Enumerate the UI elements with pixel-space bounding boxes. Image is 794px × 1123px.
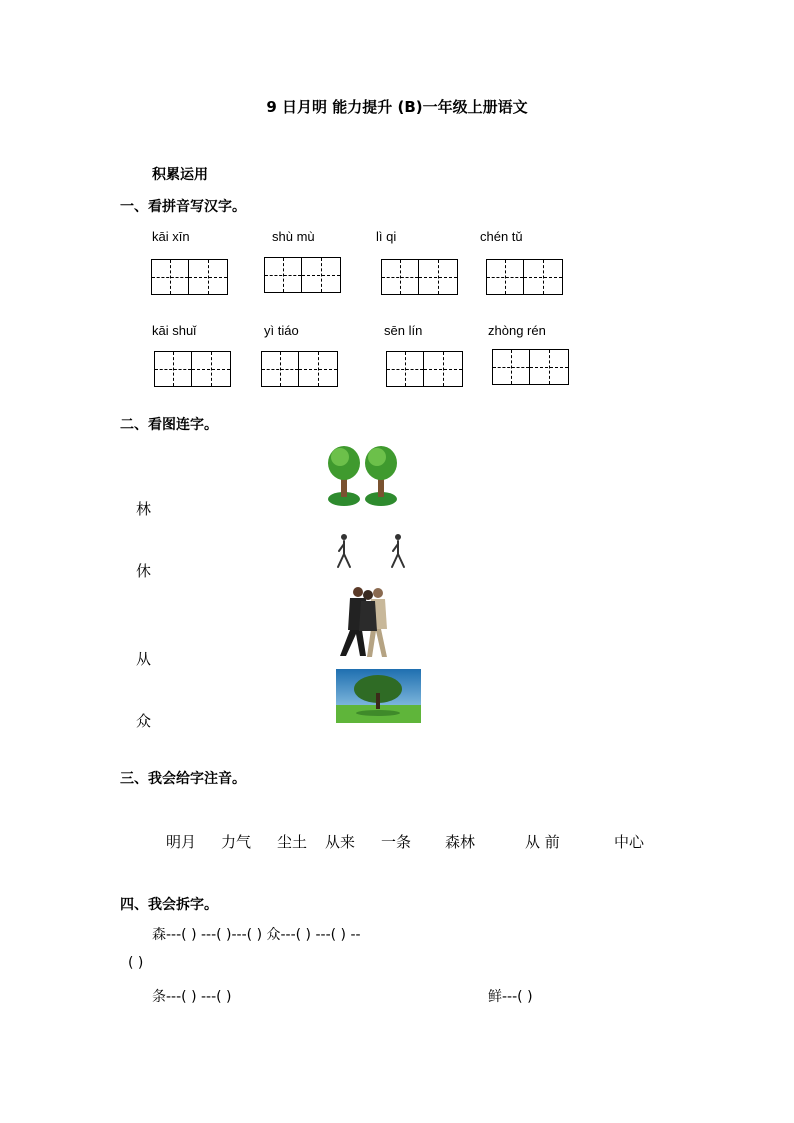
word-chentu: 尘土 xyxy=(277,833,308,851)
writing-grid-8[interactable] xyxy=(492,349,569,385)
char-lin[interactable]: 林 xyxy=(136,500,152,518)
split-line-1[interactable]: 森---( ) ---( )---( ) 众---( ) ---( ) -- xyxy=(152,927,361,943)
writing-grid-1[interactable] xyxy=(151,259,228,295)
section-3-heading: 三、我会给字注音。 xyxy=(120,771,246,787)
word-conglai: 从来 xyxy=(325,833,356,851)
pinyin-7: sēn lín xyxy=(384,323,423,338)
char-zhong[interactable]: 众 xyxy=(136,712,152,730)
word-yitiao: 一条 xyxy=(381,833,412,851)
walking-men-image[interactable] xyxy=(334,585,402,661)
word-liqi: 力气 xyxy=(221,833,252,851)
writing-grid-5[interactable] xyxy=(154,351,231,387)
pinyin-4: chén tǔ xyxy=(480,229,523,244)
pinyin-8: zhòng rén xyxy=(488,323,546,338)
writing-grid-2[interactable] xyxy=(264,257,341,293)
writing-grid-7[interactable] xyxy=(386,351,463,387)
word-mingyue: 明月 xyxy=(166,833,197,851)
pinyin-5: kāi shuǐ xyxy=(152,323,197,338)
writing-grid-6[interactable] xyxy=(261,351,338,387)
split-line-2[interactable]: ( ) xyxy=(128,955,144,971)
section-2-heading: 二、看图连字。 xyxy=(120,417,218,433)
walking-person-image[interactable] xyxy=(332,532,412,570)
pinyin-1: kāi xīn xyxy=(152,229,190,244)
char-xiu[interactable]: 休 xyxy=(136,562,152,580)
single-tree-image[interactable] xyxy=(336,669,421,723)
writing-grid-4[interactable] xyxy=(486,259,563,295)
word-senlin: 森林 xyxy=(445,833,476,851)
pinyin-3: lì qi xyxy=(376,229,397,244)
word-congqian: 从 前 xyxy=(525,833,560,851)
page-title: 9 日月明 能力提升 (B)一年级上册语文 xyxy=(266,98,528,116)
subheading: 积累运用 xyxy=(152,167,208,183)
pinyin-2: shù mù xyxy=(272,229,315,244)
split-line-3[interactable]: 条---( ) ---( ) xyxy=(152,989,232,1005)
pinyin-6: yì tiáo xyxy=(264,323,299,338)
split-line-4[interactable]: 鲜---( ) xyxy=(488,989,533,1005)
char-cong[interactable]: 从 xyxy=(136,650,152,668)
section-4-heading: 四、我会拆字。 xyxy=(120,897,218,913)
word-zhongxin: 中心 xyxy=(614,833,645,851)
section-1-heading: 一、看拼音写汉字。 xyxy=(120,199,246,215)
writing-grid-3[interactable] xyxy=(381,259,458,295)
two-trees-image[interactable] xyxy=(326,443,400,511)
